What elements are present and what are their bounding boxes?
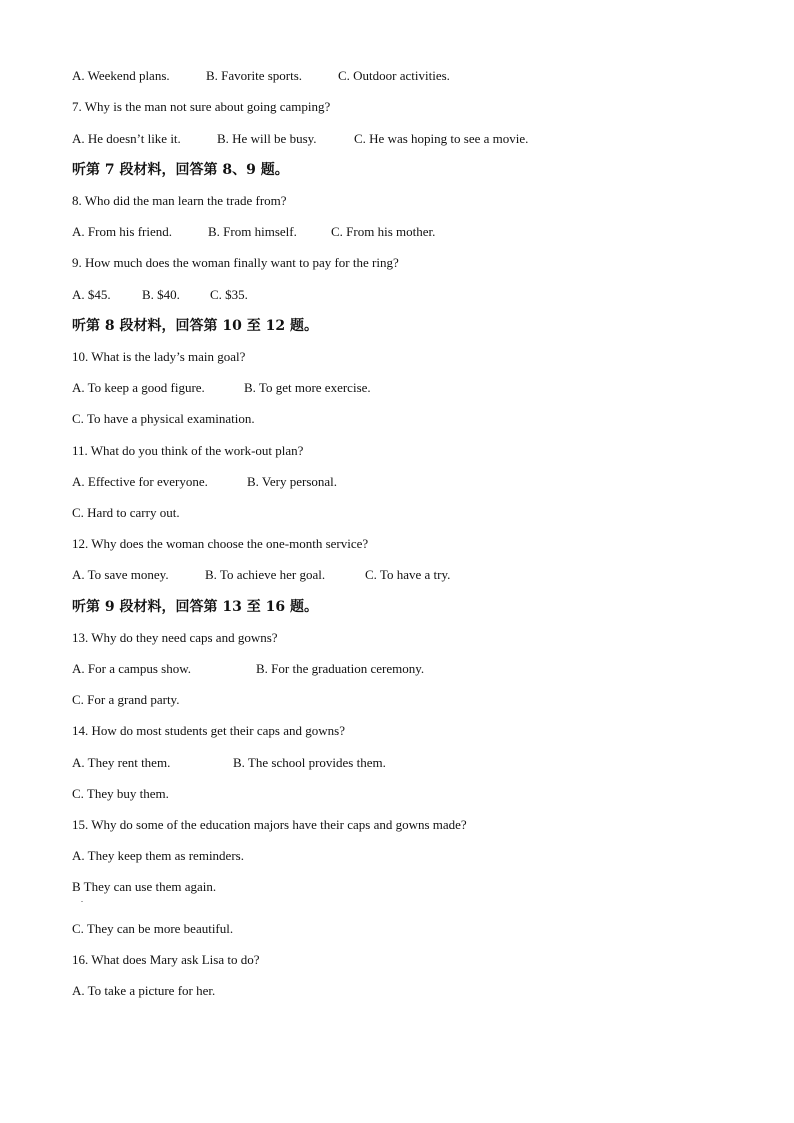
question-7: 7. Why is the man not sure about going camping? (72, 99, 331, 114)
section-heading-8: 听第 8 段材料，回答第 10 至 12 题。 (72, 318, 318, 334)
option-c: C. To have a try. (365, 567, 451, 582)
option-a: A. $45. (72, 287, 111, 302)
question-13: 13. Why do they need caps and gowns? (72, 630, 278, 645)
question-11: 11. What do you think of the work-out plan? (72, 443, 304, 458)
options-q10 (72, 379, 754, 397)
option-c: C. From his mother. (331, 224, 436, 239)
question-16: 16. What does Mary ask Lisa to do? (72, 952, 260, 967)
option-a: A. He doesn’t like it. (72, 131, 181, 146)
option-c: C. He was hoping to see a movie. (354, 131, 529, 146)
question-14: 14. How do most students get their caps and gowns? (72, 723, 345, 738)
option-b: B. Very personal. (247, 474, 338, 489)
option-a: A. They rent them. (72, 755, 171, 770)
section-heading-7: 听第 7 段材料，回答第 8、9 题。 (72, 162, 289, 178)
stray-mark: . (81, 895, 83, 904)
option-a-q16: A. To take a picture for her. (72, 983, 216, 998)
option-a: A. To keep a good figure. (72, 380, 205, 395)
option-b: B. To achieve her goal. (205, 567, 326, 582)
option-b: B. From himself. (208, 224, 297, 239)
option-c-q13: C. For a grand party. (72, 692, 180, 707)
option-b: B. For the graduation ceremony. (256, 661, 425, 676)
option-a: A. Effective for everyone. (72, 474, 208, 489)
options-q7 (72, 130, 754, 148)
option-c-q14: C. They buy them. (72, 786, 169, 801)
option-a-q15: A. They keep them as reminders. (72, 848, 244, 863)
options-q14 (72, 754, 754, 772)
question-12: 12. Why does the woman choose the one-month service? (72, 536, 369, 551)
option-a: A. From his friend. (72, 224, 173, 239)
option-b: B. The school provides them. (233, 755, 386, 770)
option-c-q10: C. To have a physical examination. (72, 411, 255, 426)
option-b-q15: B They can use them again. (72, 879, 217, 894)
options-q12 (72, 566, 754, 584)
option-c-q11: C. Hard to carry out. (72, 505, 180, 520)
option-b: B. To get more exercise. (244, 380, 371, 395)
options-q13 (72, 660, 754, 678)
question-9: 9. How much does the woman finally want to pay for the ring? (72, 255, 399, 270)
question-8: 8. Who did the man learn the trade from? (72, 193, 287, 208)
option-b: B. $40. (142, 287, 180, 302)
options-q9 (72, 286, 754, 304)
option-b: B. Favorite sports. (206, 68, 303, 83)
option-a: A. To save money. (72, 567, 169, 582)
options-q8 (72, 223, 754, 241)
section-heading-9: 听第 9 段材料，回答第 13 至 16 题。 (72, 599, 318, 615)
option-c-q15: C. They can be more beautiful. (72, 921, 234, 936)
option-c: C. $35. (210, 287, 248, 302)
options-q6 (72, 67, 754, 85)
option-a: A. Weekend plans. (72, 68, 170, 83)
options-q11 (72, 473, 754, 491)
question-15: 15. Why do some of the education majors have their caps and gowns made? (72, 817, 467, 832)
option-b: B. He will be busy. (217, 131, 317, 146)
question-10: 10. What is the lady’s main goal? (72, 349, 246, 364)
option-a: A. For a campus show. (72, 661, 192, 676)
option-c: C. Outdoor activities. (338, 68, 450, 83)
